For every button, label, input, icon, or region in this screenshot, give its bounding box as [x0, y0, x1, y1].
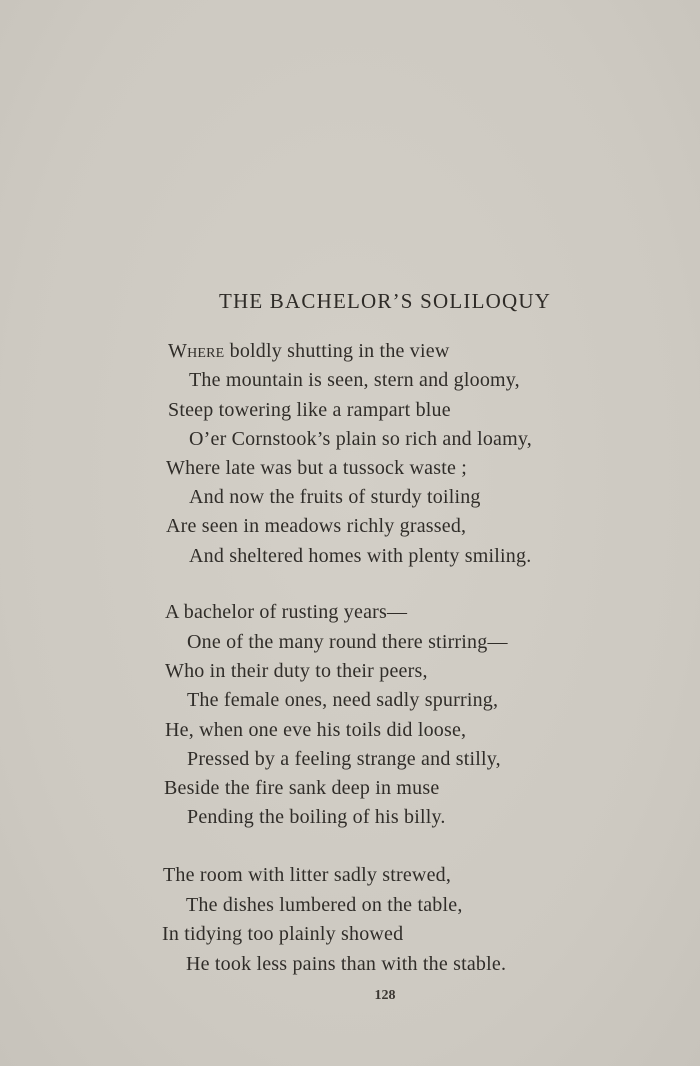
verse-line: The mountain is seen, stern and gloomy,: [189, 369, 520, 391]
verse-line: In tidying too plainly showed: [162, 923, 404, 945]
verse-line: He took less pains than with the stable.: [186, 953, 507, 975]
page-number: 128: [374, 988, 396, 1003]
verse-line: Where late was but a tussock waste ;: [166, 457, 467, 479]
verse-line: [168, 340, 449, 363]
verse-line: Steep towering like a rampart blue: [168, 399, 451, 421]
verse-line: One of the many round there stirring—: [187, 631, 508, 653]
first-word-small-caps: Where: [168, 340, 225, 362]
verse-line: And now the fruits of sturdy toiling: [189, 486, 481, 508]
verse-line: Beside the fire sank deep in muse: [164, 777, 440, 799]
verse-line: Pending the boiling of his billy.: [187, 806, 446, 828]
poem-title: THE BACHELOR’S SOLILOQUY: [218, 289, 552, 313]
verse-line: O’er Cornstook’s plain so rich and loamy,: [189, 428, 532, 450]
verse-line: The dishes lumbered on the table,: [186, 894, 463, 916]
verse-line: The room with litter sadly strewed,: [163, 864, 452, 886]
verse-line: He, when one eve his toils did loose,: [165, 719, 467, 741]
verse-line: A bachelor of rusting years—: [165, 601, 408, 623]
verse-line-rest: boldly shutting in the view: [224, 340, 450, 362]
verse-line: Are seen in meadows richly grassed,: [166, 515, 467, 537]
verse-line: The female ones, need sadly spurring,: [187, 689, 499, 711]
verse-line: Pressed by a feeling strange and stilly,: [187, 748, 501, 770]
verse-line: Who in their duty to their peers,: [165, 660, 428, 682]
verse-line: And sheltered homes with plenty smiling.: [189, 545, 532, 567]
